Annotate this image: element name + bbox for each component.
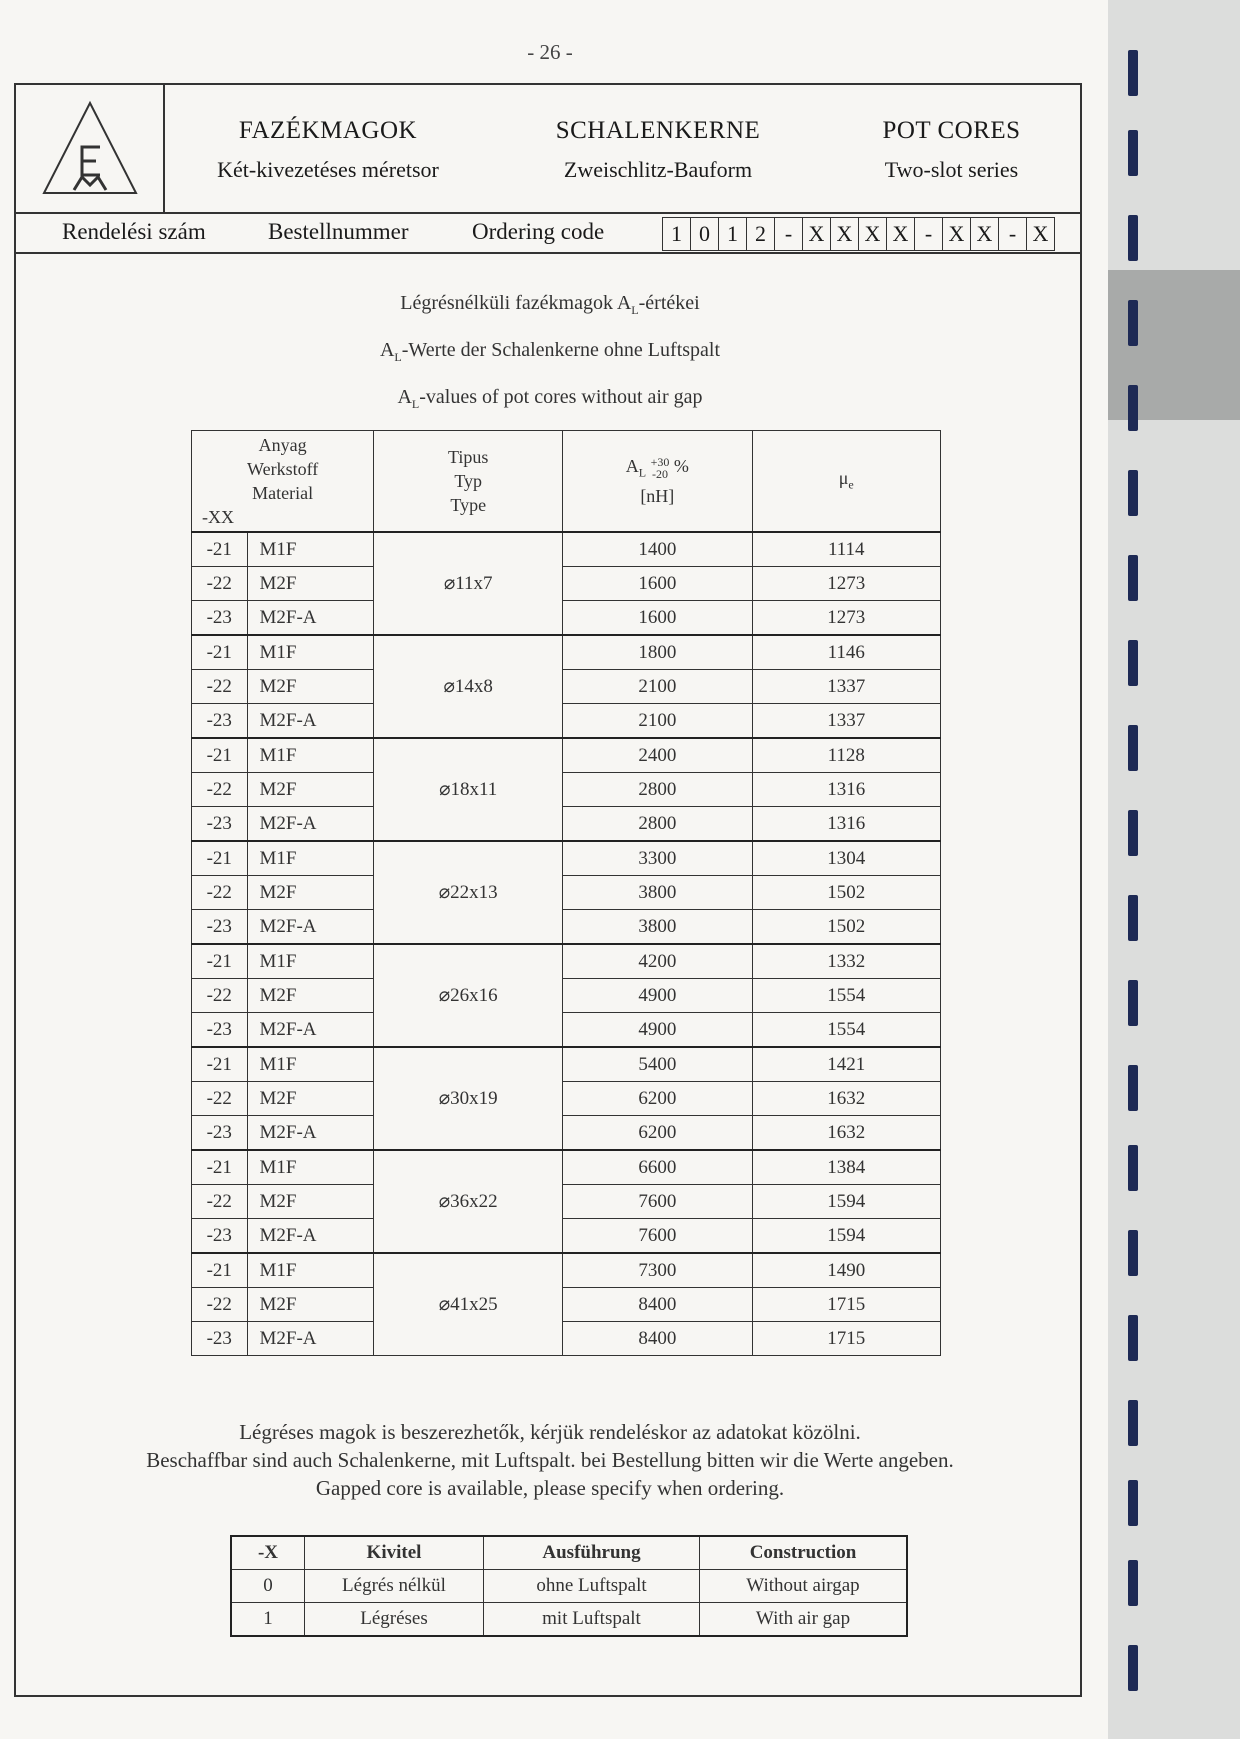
- binding-ring: [1128, 1480, 1138, 1526]
- cell-material: M2F-A: [247, 1219, 374, 1254]
- construction-cell: Légréses: [305, 1603, 484, 1637]
- notes: [40, 1418, 1060, 1502]
- intro-german: $A_L$-Werte der Schalenkerne ohne Luftspalt: [379, 339, 721, 364]
- construction-table: [230, 1535, 908, 1637]
- table-row: [192, 704, 941, 739]
- table-row: [192, 773, 941, 807]
- note-hungarian: Légréses magok is beszerezhetők, kérjük rendeléskor az adatokat közölni.: [239, 1420, 861, 1444]
- binding-ring: [1128, 385, 1138, 431]
- binding-ring: [1128, 1400, 1138, 1446]
- cell-mu: 1316: [752, 807, 940, 842]
- table-row: [192, 979, 941, 1013]
- order-label-german: Bestellnummer: [268, 219, 409, 244]
- intro-english: $A_L$-values of pot cores without air gap: [397, 386, 703, 411]
- order-label-english: Ordering code: [472, 219, 605, 244]
- note-german: Beschaffbar sind auch Schalenkerne, mit Luftspalt. bei Bestellung bitten wir die Werte angeben.: [146, 1448, 954, 1472]
- cell-material: M1F: [247, 635, 374, 670]
- intro-hungarian: Légrésnélküli fazékmagok $A_L$-értékei: [400, 292, 700, 317]
- construction-cell: ohne Luftspalt: [484, 1570, 700, 1603]
- table-row: [192, 944, 941, 979]
- cell-code: -23: [192, 1116, 248, 1151]
- cell-code: -21: [192, 1150, 248, 1185]
- table-row: [192, 1047, 941, 1082]
- code-box: X: [1027, 217, 1055, 251]
- cell-code: -22: [192, 1082, 248, 1116]
- table-row: [192, 841, 941, 876]
- binding-ring: [1128, 470, 1138, 516]
- cell-type: ⌀14x8: [374, 635, 563, 738]
- cell-mu: 1316: [752, 773, 940, 807]
- cell-code: -23: [192, 601, 248, 636]
- table-row: [192, 1013, 941, 1048]
- header-english: [823, 117, 1080, 183]
- table-row: [192, 567, 941, 601]
- cell-material: M2F-A: [247, 601, 374, 636]
- binding-ring: [1128, 725, 1138, 771]
- cell-mu: 1490: [752, 1253, 940, 1288]
- cell-code: -21: [192, 532, 248, 567]
- cell-material: M2F-A: [247, 1013, 374, 1048]
- code-box: -: [775, 217, 803, 251]
- cell-mu: 1502: [752, 910, 940, 945]
- table-row: [192, 807, 941, 842]
- title-english: POT CORES: [882, 117, 1021, 144]
- cell-type: ⌀26x16: [374, 944, 563, 1047]
- binding-ring: [1128, 1560, 1138, 1606]
- cell-mu: 1502: [752, 876, 940, 910]
- construction-body: [231, 1570, 907, 1637]
- cell-al: 2800: [563, 773, 752, 807]
- cell-code: -21: [192, 635, 248, 670]
- cell-code: -21: [192, 738, 248, 773]
- cell-code: -21: [192, 944, 248, 979]
- cell-mu: 1273: [752, 567, 940, 601]
- construction-header-code: -X: [231, 1536, 305, 1570]
- construction-header-de: Ausführung: [484, 1536, 700, 1570]
- cell-mu: 1304: [752, 841, 940, 876]
- table-row: [192, 738, 941, 773]
- table-row: [192, 1116, 941, 1151]
- cell-type: ⌀41x25: [374, 1253, 563, 1356]
- binding-ring: [1128, 640, 1138, 686]
- construction-row: [231, 1570, 907, 1603]
- cell-mu: 1594: [752, 1185, 940, 1219]
- subtitle-german: Zweischlitz-Bauform: [563, 157, 753, 182]
- cell-al: 2400: [563, 738, 752, 773]
- cell-al: 4900: [563, 1013, 752, 1048]
- binding-ring: [1128, 555, 1138, 601]
- binding-ring: [1128, 1230, 1138, 1276]
- cell-mu: 1632: [752, 1082, 940, 1116]
- construction-cell: mit Luftspalt: [484, 1603, 700, 1637]
- subtitle-hungarian: Két-kivezetéses méretsor: [217, 157, 439, 182]
- cell-material: M2F: [247, 773, 374, 807]
- table-row: [192, 1082, 941, 1116]
- cell-code: -23: [192, 704, 248, 739]
- construction-header-en: Construction: [700, 1536, 908, 1570]
- code-box: -: [999, 217, 1027, 251]
- intro-text: [0, 283, 1100, 424]
- cell-mu: 1594: [752, 1219, 940, 1254]
- cell-al: 6600: [563, 1150, 752, 1185]
- cell-material: M2F-A: [247, 704, 374, 739]
- note-english: Gapped core is available, please specify when ordering.: [315, 1476, 785, 1500]
- table-row: [192, 670, 941, 704]
- table-body: [192, 532, 941, 1356]
- table-row: [192, 1322, 941, 1356]
- page-number: - 26 -: [527, 40, 573, 64]
- cell-al: 3300: [563, 841, 752, 876]
- cell-al: 6200: [563, 1116, 752, 1151]
- cell-mu: 1114: [752, 532, 940, 567]
- ordering-code-row: [16, 212, 1080, 254]
- header-german: [493, 117, 823, 183]
- cell-material: M1F: [247, 944, 374, 979]
- logo-cell: [16, 85, 165, 212]
- cell-material: M2F: [247, 670, 374, 704]
- cell-mu: 1632: [752, 1116, 940, 1151]
- cell-material: M1F: [247, 1150, 374, 1185]
- cell-type: ⌀22x13: [374, 841, 563, 944]
- cell-al: 1800: [563, 635, 752, 670]
- table-row: [192, 1150, 941, 1185]
- cell-material: M1F: [247, 841, 374, 876]
- cell-mu: 1554: [752, 1013, 940, 1048]
- code-box: X: [887, 217, 915, 251]
- construction-cell: With air gap: [700, 1603, 908, 1637]
- cell-mu: 1715: [752, 1288, 940, 1322]
- code-box: X: [971, 217, 999, 251]
- construction-row: [231, 1603, 907, 1637]
- construction-cell: Légrés nélkül: [305, 1570, 484, 1603]
- code-box: X: [831, 217, 859, 251]
- al-values-table: [191, 430, 941, 1356]
- cell-material: M1F: [247, 532, 374, 567]
- construction-cell: Without airgap: [700, 1570, 908, 1603]
- binding-ring: [1128, 130, 1138, 176]
- cell-mu: 1337: [752, 704, 940, 739]
- header-row: [16, 85, 1080, 214]
- code-boxes: [662, 217, 1055, 251]
- cell-code: -22: [192, 979, 248, 1013]
- cell-code: -21: [192, 841, 248, 876]
- cell-code: -22: [192, 1288, 248, 1322]
- construction-header-hu: Kivitel: [305, 1536, 484, 1570]
- header-hungarian: [163, 117, 493, 183]
- cell-mu: 1384: [752, 1150, 940, 1185]
- binding-ring: [1128, 300, 1138, 346]
- code-box: X: [943, 217, 971, 251]
- cell-al: 2100: [563, 704, 752, 739]
- binding-ring: [1128, 980, 1138, 1026]
- cell-al: 7600: [563, 1219, 752, 1254]
- cell-al: 4200: [563, 944, 752, 979]
- header-mu: $\mu_e$: [752, 431, 940, 533]
- binding-ring: [1128, 1065, 1138, 1111]
- code-box: X: [859, 217, 887, 251]
- cell-mu: 1146: [752, 635, 940, 670]
- cell-code: -22: [192, 773, 248, 807]
- cell-material: M1F: [247, 1253, 374, 1288]
- cell-material: M2F-A: [247, 910, 374, 945]
- cell-material: M2F: [247, 1082, 374, 1116]
- table-header-row: [192, 431, 941, 533]
- subtitle-english: Two-slot series: [884, 157, 1019, 182]
- cell-mu: 1332: [752, 944, 940, 979]
- cell-type: ⌀18x11: [374, 738, 563, 841]
- cell-type: ⌀36x22: [374, 1150, 563, 1253]
- binding-ring: [1128, 1315, 1138, 1361]
- cell-code: -23: [192, 807, 248, 842]
- cell-code: -22: [192, 876, 248, 910]
- table-row: [192, 601, 941, 636]
- cell-code: -22: [192, 1185, 248, 1219]
- cell-material: M1F: [247, 1047, 374, 1082]
- cell-al: 2100: [563, 670, 752, 704]
- cell-material: M2F: [247, 1288, 374, 1322]
- cell-mu: 1554: [752, 979, 940, 1013]
- code-box: 0: [691, 217, 719, 251]
- cell-al: 7300: [563, 1253, 752, 1288]
- code-box: X: [803, 217, 831, 251]
- cell-material: M2F: [247, 876, 374, 910]
- cell-mu: 1715: [752, 1322, 940, 1356]
- cell-type: ⌀11x7: [374, 532, 563, 635]
- cell-code: -23: [192, 910, 248, 945]
- cell-code: -23: [192, 1219, 248, 1254]
- cell-code: -23: [192, 1013, 248, 1048]
- binding-strip: [1108, 0, 1240, 1739]
- cell-al: 8400: [563, 1288, 752, 1322]
- code-box: 2: [747, 217, 775, 251]
- cell-type: ⌀30x19: [374, 1047, 563, 1150]
- binding-ring: [1128, 1145, 1138, 1191]
- company-logo-icon: [16, 85, 163, 212]
- cell-al: 3800: [563, 910, 752, 945]
- cell-material: M2F: [247, 567, 374, 601]
- cell-al: 8400: [563, 1322, 752, 1356]
- construction-cell: 0: [231, 1570, 305, 1603]
- binding-ring: [1128, 50, 1138, 96]
- binding-ring: [1128, 215, 1138, 261]
- header-type: Tipus Typ Type: [374, 431, 563, 533]
- title-hungarian: FAZÉKMAGOK: [238, 117, 418, 144]
- table-row: [192, 910, 941, 945]
- table-row: [192, 1253, 941, 1288]
- order-label-hungarian: Rendelési szám: [62, 219, 206, 244]
- title-german: SCHALENKERNE: [555, 117, 761, 144]
- construction-cell: 1: [231, 1603, 305, 1637]
- cell-code: -22: [192, 567, 248, 601]
- cell-al: 1600: [563, 601, 752, 636]
- binding-ring: [1128, 1645, 1138, 1691]
- table-row: [192, 876, 941, 910]
- cell-mu: 1273: [752, 601, 940, 636]
- code-box: -: [915, 217, 943, 251]
- table-row: [192, 635, 941, 670]
- cell-mu: 1421: [752, 1047, 940, 1082]
- cell-material: M2F-A: [247, 1322, 374, 1356]
- cell-code: -21: [192, 1253, 248, 1288]
- table-row: [192, 532, 941, 567]
- cell-material: M2F: [247, 1185, 374, 1219]
- cell-al: 3800: [563, 876, 752, 910]
- code-box: 1: [663, 217, 691, 251]
- cell-material: M2F-A: [247, 807, 374, 842]
- binding-ring: [1128, 895, 1138, 941]
- cell-al: 4900: [563, 979, 752, 1013]
- header-material: Anyag Werkstoff Material -XX: [192, 431, 374, 533]
- cell-al: 5400: [563, 1047, 752, 1082]
- cell-code: -21: [192, 1047, 248, 1082]
- cell-al: 6200: [563, 1082, 752, 1116]
- table-row: [192, 1185, 941, 1219]
- binding-ring: [1128, 810, 1138, 856]
- cell-al: 7600: [563, 1185, 752, 1219]
- cell-material: M2F: [247, 979, 374, 1013]
- table-row: [192, 1219, 941, 1254]
- code-box: 1: [719, 217, 747, 251]
- cell-mu: 1337: [752, 670, 940, 704]
- cell-al: 1600: [563, 567, 752, 601]
- cell-al: 2800: [563, 807, 752, 842]
- cell-al: 1400: [563, 532, 752, 567]
- cell-material: M2F-A: [247, 1116, 374, 1151]
- cell-material: M1F: [247, 738, 374, 773]
- cell-code: -23: [192, 1322, 248, 1356]
- construction-header-row: [231, 1536, 907, 1570]
- cell-mu: 1128: [752, 738, 940, 773]
- header-al: $A_L$ +30 -20 % [nH]: [563, 431, 752, 533]
- cell-code: -22: [192, 670, 248, 704]
- table-row: [192, 1288, 941, 1322]
